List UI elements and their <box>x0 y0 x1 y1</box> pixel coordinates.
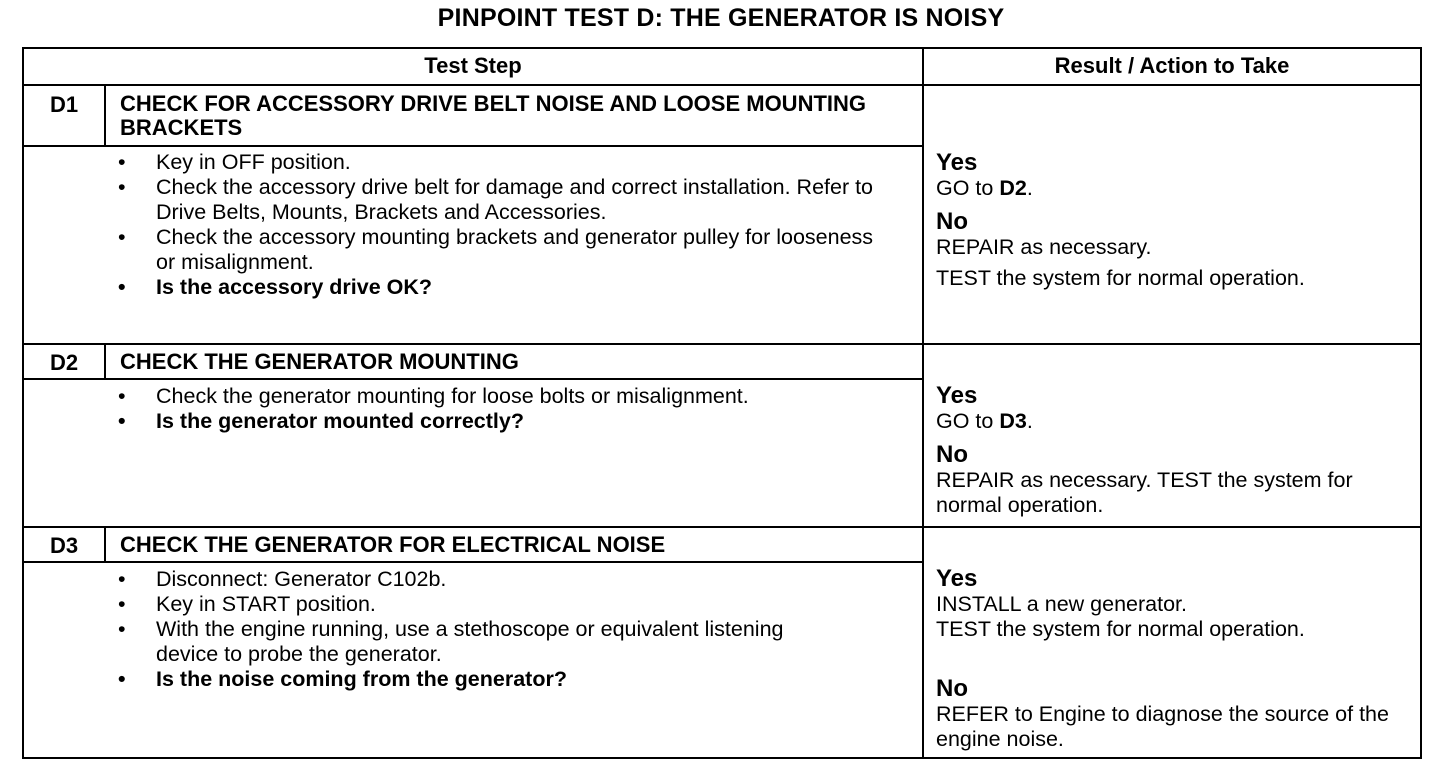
result-d2 <box>936 383 1414 518</box>
page-title: PINPOINT TEST D: THE GENERATOR IS NOISY <box>437 4 1005 32</box>
id-divider-d1 <box>104 86 106 147</box>
step-question-d1: • Is the accessory drive OK? <box>116 275 936 300</box>
bullet-item: • Check the generator mounting for loose bolts or misalignment. <box>116 384 936 409</box>
no-label-d2: No <box>936 441 968 468</box>
yes-action-d3-test: TEST the system for normal operation. <box>936 617 1305 641</box>
no-label-d3: No <box>936 675 968 702</box>
yes-label-d1: Yes <box>936 149 978 176</box>
row-divider-d2 <box>24 526 1420 528</box>
no-label-d1: No <box>936 208 968 235</box>
step-heading-d1: CHECK FOR ACCESSORY DRIVE BELT NOISE AND LOOSE MOUNTING BRACKETS <box>120 91 867 140</box>
bullet-item: • Check the accessory mounting brackets and generator pulley for looseness or misalignment. <box>116 225 876 275</box>
header-test-step: Test Step <box>424 53 522 78</box>
step-id-d3: D3 <box>49 533 79 558</box>
bullet-item: • With the engine running, use a stethoscope or equivalent listening device to probe the generator. <box>116 617 816 667</box>
bullet-item: • Check the accessory drive belt for damage and correct installation. Refer to Drive Belts, Mounts, Brackets and Accessories. <box>116 175 916 225</box>
heading-divider-d3 <box>24 561 922 563</box>
row-divider-d1 <box>24 343 1420 345</box>
step-bullets-d3 <box>116 567 936 692</box>
bullet-item: • Disconnect: Generator C102b. <box>116 567 936 592</box>
heading-divider-d2 <box>24 378 922 380</box>
step-id-d1: D1 <box>49 92 79 117</box>
no-action-d1-test: TEST the system for normal operation. <box>936 266 1305 290</box>
yes-action-d3: INSTALL a new generator. <box>936 592 1187 616</box>
header-result: Result / Action to Take <box>1054 53 1290 78</box>
pinpoint-test-table <box>22 47 1422 759</box>
bullet-item: • Key in START position. <box>116 592 936 617</box>
step-heading-d2: CHECK THE GENERATOR MOUNTING <box>120 349 519 374</box>
result-d3 <box>936 566 1414 752</box>
no-action-d1: REPAIR as necessary. <box>936 235 1152 259</box>
step-bullets-d2 <box>116 384 936 434</box>
yes-label-d3: Yes <box>936 565 978 592</box>
step-id-d2: D2 <box>49 350 79 375</box>
result-d1 <box>936 150 1414 291</box>
header-divider <box>24 84 1420 86</box>
step-bullets-d1 <box>116 150 936 300</box>
yes-action-d1: GO to D2. <box>936 176 1033 200</box>
step-question-d2: • Is the generator mounted correctly? <box>116 409 936 434</box>
no-action-d3: REFER to Engine to diagnose the source of the engine noise. <box>936 702 1389 751</box>
bullet-item: • Key in OFF position. <box>116 150 936 175</box>
id-divider-d3 <box>104 528 106 563</box>
step-link-d3: D3 <box>999 409 1027 433</box>
heading-divider-d1 <box>24 145 922 147</box>
id-divider-d2 <box>104 345 106 380</box>
step-link-d2: D2 <box>999 176 1027 200</box>
no-action-d2: REPAIR as necessary. TEST the system for normal operation. <box>936 468 1353 517</box>
step-question-d3: • Is the noise coming from the generator? <box>116 667 936 692</box>
step-heading-d3: CHECK THE GENERATOR FOR ELECTRICAL NOISE <box>120 532 666 557</box>
yes-label-d2: Yes <box>936 382 978 409</box>
yes-action-d2: GO to D3. <box>936 409 1033 433</box>
